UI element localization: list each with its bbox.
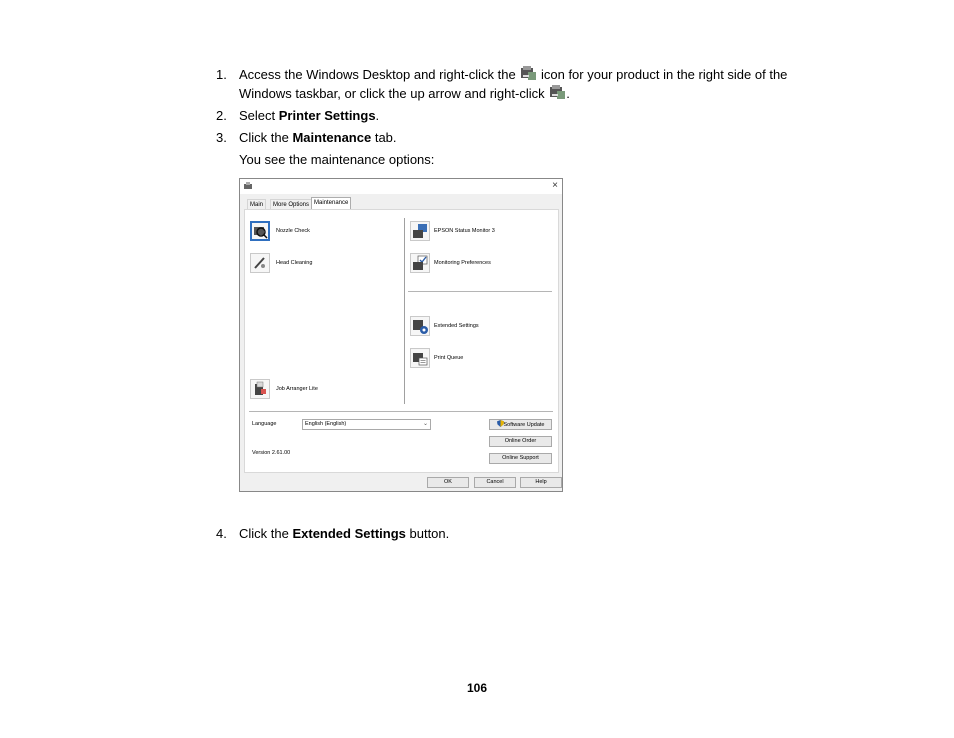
online-order-button[interactable]: Online Order xyxy=(489,436,552,447)
section-divider xyxy=(408,291,552,292)
tab-main[interactable]: Main xyxy=(247,199,266,210)
help-button[interactable]: Help xyxy=(520,477,562,488)
cancel-button[interactable]: Cancel xyxy=(474,477,516,488)
step-text: button. xyxy=(405,526,450,541)
item-label: EPSON Status Monitor 3 xyxy=(434,228,495,234)
step-bold: Extended Settings xyxy=(292,526,406,541)
printer-tray-icon xyxy=(519,65,537,81)
page-number: 106 xyxy=(466,681,488,695)
item-label: Print Queue xyxy=(434,355,464,361)
step-number: 1. xyxy=(216,67,227,82)
step-text: Select xyxy=(239,108,279,123)
step-text: tab. xyxy=(371,130,397,145)
step-text: Access the Windows Desktop and right-click the xyxy=(239,67,516,82)
step-text: icon for your product in the right side of the xyxy=(540,67,788,82)
title-bar xyxy=(240,179,562,194)
item-label: Extended Settings xyxy=(434,323,479,329)
step-text: Windows taskbar, or click the up arrow and right-click xyxy=(239,86,545,101)
step-text: Click the xyxy=(239,526,293,541)
tab-maintenance[interactable]: Maintenance xyxy=(311,197,351,210)
step-note: You see the maintenance options: xyxy=(239,152,435,167)
step-3-note xyxy=(239,150,434,169)
step-number: 4. xyxy=(216,526,227,541)
item-label: Job Arranger Lite xyxy=(276,386,318,392)
step-number: 2. xyxy=(216,108,227,123)
monitoring-preferences-icon xyxy=(410,253,430,273)
version-label: Version 2.61.00 xyxy=(252,450,291,456)
nozzle-check-icon xyxy=(250,221,270,241)
head-cleaning-icon xyxy=(250,253,270,273)
job-arranger-icon xyxy=(250,379,270,399)
chevron-down-icon: ⌄ xyxy=(422,421,428,427)
item-label: Head Cleaning xyxy=(276,260,313,266)
language-select[interactable] xyxy=(302,419,431,430)
bottom-divider xyxy=(249,411,553,412)
column-divider xyxy=(404,218,405,404)
step-text: Click the xyxy=(239,130,293,145)
step-bold: Printer Settings xyxy=(278,108,376,123)
extended-settings-icon xyxy=(410,316,430,336)
printer-settings-dialog xyxy=(239,178,563,492)
item-label: Monitoring Preferences xyxy=(434,260,491,266)
maintenance-panel xyxy=(244,209,559,473)
software-update-button[interactable]: Software Update xyxy=(489,419,552,430)
print-queue-icon xyxy=(410,348,430,368)
shield-icon xyxy=(497,420,504,427)
online-support-button[interactable]: Online Support xyxy=(489,453,552,464)
step-text: . xyxy=(566,86,570,101)
printer-app-icon xyxy=(243,182,253,190)
status-monitor-icon xyxy=(410,221,430,241)
language-label: Language xyxy=(252,421,277,427)
close-button[interactable]: × xyxy=(552,180,558,191)
tab-more-options[interactable]: More Options xyxy=(270,199,312,210)
step-bold: Maintenance xyxy=(292,130,372,145)
item-label: Nozzle Check xyxy=(276,228,310,234)
ok-button[interactable]: OK xyxy=(427,477,469,488)
language-value: English (English) xyxy=(305,421,347,427)
step-number: 3. xyxy=(216,130,227,145)
printer-tray-icon xyxy=(548,84,566,100)
step-text: . xyxy=(375,108,380,123)
